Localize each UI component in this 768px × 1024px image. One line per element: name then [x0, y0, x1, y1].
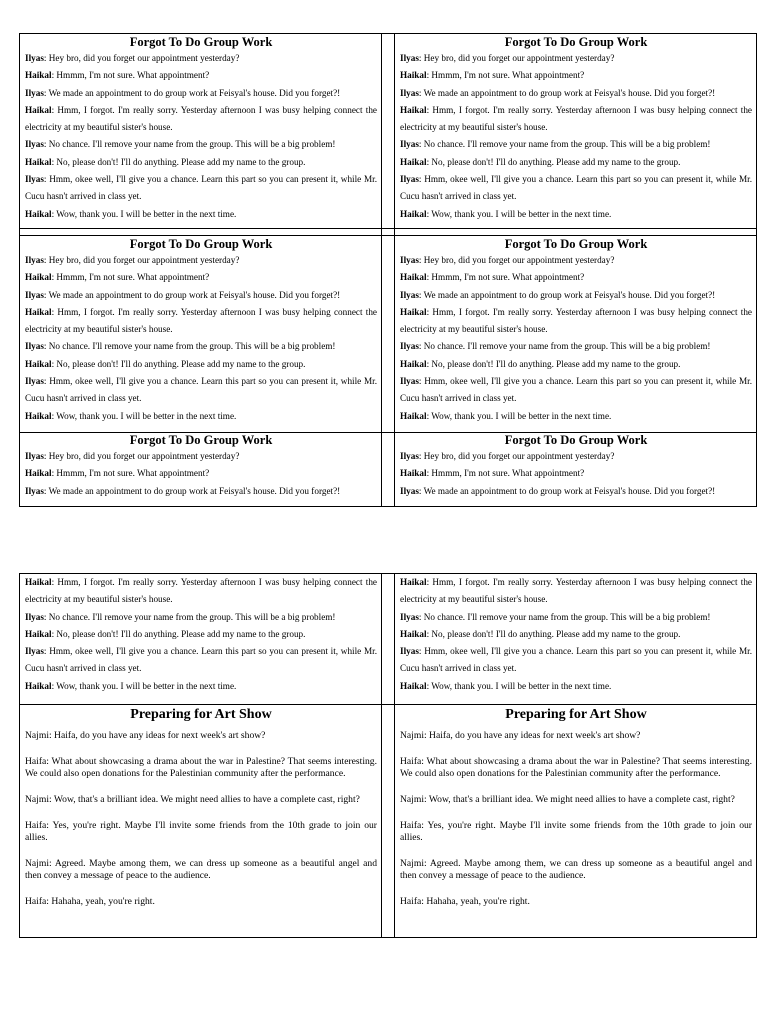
dialogue-text: : Hmm, I forgot. I'm really sorry. Yesterday afternoon I was busy helping connect the electricity at my beautiful sister's house.: [400, 577, 752, 605]
speaker-name: Ilyas: [25, 255, 44, 265]
card-row: [20, 705, 756, 937]
speaker-name: Ilyas: [400, 174, 419, 185]
card-title: Forgot To Do Group Work: [129, 433, 273, 447]
speaker-name: Haikal: [25, 156, 52, 167]
dialogue-line: [25, 154, 377, 171]
dialogue-line: [25, 67, 377, 84]
dialogue-text: : Wow, thank you. I will be better in the next time.: [51, 208, 237, 219]
dialogue-text: : Hmm, okee well, I'll give you a chance. Learn this part so you can present it, while Mr. Cucu hasn't arrived in class yet.: [400, 376, 752, 404]
dialogue-line: [400, 50, 752, 67]
speaker-name: Ilyas: [25, 485, 44, 496]
cut-gutter: [382, 433, 395, 506]
dialogue-line: [25, 50, 377, 67]
dialogue-text: : Hey bro, did you forget our appointment yesterday?: [43, 53, 240, 63]
dialogue-text: : No, please don't! I'll do anything. Please add my name to the group.: [51, 156, 306, 167]
dialogue-line: [400, 373, 752, 408]
speaker-name: Ilyas: [400, 485, 419, 496]
dialogue-line: [400, 609, 752, 626]
dialogue-line: [400, 304, 752, 339]
dialogue-line: [400, 448, 752, 465]
speaker-name: Haikal: [400, 306, 427, 317]
speaker-name: Ilyas: [25, 289, 44, 300]
dialogue-text: : No, please don't! I'll do anything. Please add my name to the group.: [426, 156, 681, 167]
speaker-name: Ilyas: [25, 139, 44, 150]
speaker-name: Haikal: [25, 680, 52, 691]
speaker-name: Ilyas: [25, 87, 44, 98]
dialogue-line: [25, 678, 377, 695]
dialogue-line: [400, 136, 752, 153]
speaker-name: Ilyas: [25, 174, 44, 185]
dialogue-text: : No chance. I'll remove your name from the group. This will be a big problem!: [43, 341, 336, 352]
speaker-name: Ilyas: [400, 451, 419, 461]
dialogue-line: [25, 448, 377, 465]
dialogue-text: : Hmm, okee well, I'll give you a chance. Learn this part so you can present it, while Mr. Cucu hasn't arrived in class yet.: [25, 174, 377, 202]
bottom-sheet: [19, 573, 757, 938]
dialogue-card-continued: [395, 574, 756, 704]
dialogue-paragraph: Najmi: Haifa, do you have any ideas for next week's art show?: [25, 730, 266, 741]
cut-gutter: [382, 574, 395, 704]
dialogue-card: [395, 34, 756, 228]
top-sheet: [19, 33, 757, 507]
dialogue-line: [25, 287, 377, 304]
dialogue-text: : Hmmm, I'm not sure. What appointment?: [51, 468, 210, 479]
dialogue-line: [25, 338, 377, 355]
dialogue-line: [400, 252, 752, 269]
speaker-name: Ilyas: [400, 139, 419, 150]
dialogue-text: : Hmmm, I'm not sure. What appointment?: [426, 468, 585, 479]
dialogue-text: : No chance. I'll remove your name from the group. This will be a big problem!: [418, 611, 711, 622]
speaker-name: Haikal: [400, 272, 427, 283]
dialogue-paragraph: Haifa: Hahaha, yeah, you're right.: [400, 896, 530, 907]
speaker-name: Haikal: [25, 577, 52, 587]
dialogue-text: : We made an appointment to do group work at Feisyal's house. Did you forget?!: [43, 485, 341, 496]
dialogue-paragraph: Haifa: What about showcasing a drama about the war in Palestine? That seems interesting. We could also open donations for the Palestinian community after the performance.: [400, 756, 752, 779]
speaker-name: Haikal: [400, 628, 427, 639]
dialogue-paragraph: Najmi: Wow, that's a brilliant idea. We might need allies to have a complete cast, right?: [400, 794, 735, 805]
speaker-name: Haikal: [400, 70, 427, 81]
dialogue-line: [25, 609, 377, 626]
dialogue-text: : Hey bro, did you forget our appointment yesterday?: [43, 451, 240, 461]
speaker-name: Ilyas: [25, 341, 44, 352]
speaker-name: Haikal: [400, 208, 427, 219]
dialogue-line: [400, 85, 752, 102]
dialogue-line: [400, 626, 752, 643]
dialogue-line: [25, 102, 377, 137]
dialogue-paragraph: Najmi: Agreed. Maybe among them, we can dress up someone as a beautiful angel and then convey a message of peace to the audience.: [400, 858, 752, 881]
speaker-name: Haikal: [25, 306, 52, 317]
card-title: Forgot To Do Group Work: [504, 35, 648, 49]
speaker-name: Haikal: [400, 680, 427, 691]
speaker-name: Ilyas: [400, 87, 419, 98]
dialogue-line: [25, 171, 377, 206]
dialogue-text: : We made an appointment to do group work at Feisyal's house. Did you forget?!: [43, 87, 341, 98]
card-row: [20, 34, 756, 229]
speaker-name: Ilyas: [25, 376, 44, 387]
dialogue-text: : Hmmm, I'm not sure. What appointment?: [51, 272, 210, 283]
dialogue-line: [400, 643, 752, 678]
dialogue-card: [20, 705, 382, 937]
dialogue-text: : Hey bro, did you forget our appointment yesterday?: [43, 255, 240, 265]
dialogue-text: : Hey bro, did you forget our appointment yesterday?: [418, 53, 615, 63]
card-row-continued: [20, 574, 756, 705]
dialogue-text: : Hmm, okee well, I'll give you a chance. Learn this part so you can present it, while Mr. Cucu hasn't arrived in class yet.: [400, 174, 752, 202]
dialogue-paragraph: Haifa: Yes, you're right. Maybe I'll invite some friends from the 10th grade to join our allies.: [400, 820, 752, 843]
dialogue-line: [25, 252, 377, 269]
dialogue-line: [25, 269, 377, 286]
speaker-name: Haikal: [25, 70, 52, 81]
dialogue-line: [400, 678, 752, 695]
dialogue-line: [400, 356, 752, 373]
dialogue-text: : Hmm, I forgot. I'm really sorry. Yesterday afternoon I was busy helping connect the electricity at my beautiful sister's house.: [400, 306, 752, 335]
dialogue-text: : Hmm, okee well, I'll give you a chance. Learn this part so you can present it, while Mr. Cucu hasn't arrived in class yet.: [25, 646, 377, 674]
dialogue-text: : Hmmm, I'm not sure. What appointment?: [426, 70, 585, 81]
dialogue-line: [400, 67, 752, 84]
speaker-name: Ilyas: [400, 611, 419, 622]
cut-gutter: [382, 34, 395, 228]
dialogue-line: [400, 171, 752, 206]
dialogue-paragraph: Najmi: Haifa, do you have any ideas for next week's art show?: [400, 730, 641, 741]
speaker-name: Haikal: [400, 156, 427, 167]
dialogue-line: [25, 574, 377, 609]
dialogue-paragraph: Haifa: Yes, you're right. Maybe I'll invite some friends from the 10th grade to join our allies.: [25, 820, 377, 843]
card-title: Forgot To Do Group Work: [504, 237, 648, 251]
row-separator: [20, 229, 756, 236]
dialogue-text: : No, please don't! I'll do anything. Please add my name to the group.: [426, 358, 681, 369]
dialogue-text: : No chance. I'll remove your name from the group. This will be a big problem!: [418, 139, 711, 150]
dialogue-line: [25, 356, 377, 373]
speaker-name: Haikal: [400, 104, 427, 115]
dialogue-card: [20, 236, 382, 432]
dialogue-line: [25, 465, 377, 482]
speaker-name: Ilyas: [25, 646, 44, 657]
dialogue-text: : Wow, thank you. I will be better in the next time.: [51, 680, 237, 691]
dialogue-text: : Hmmm, I'm not sure. What appointment?: [51, 70, 210, 81]
speaker-name: Haikal: [25, 410, 52, 421]
speaker-name: Haikal: [25, 468, 52, 479]
dialogue-text: : No, please don't! I'll do anything. Please add my name to the group.: [51, 358, 306, 369]
dialogue-text: : We made an appointment to do group work at Feisyal's house. Did you forget?!: [418, 87, 716, 98]
dialogue-paragraph: Haifa: What about showcasing a drama about the war in Palestine? That seems interesting. We could also open donations for the Palestinian community after the performance.: [25, 756, 377, 779]
dialogue-text: : We made an appointment to do group work at Feisyal's house. Did you forget?!: [418, 289, 716, 300]
dialogue-card: [395, 705, 756, 937]
dialogue-card: [20, 34, 382, 228]
dialogue-text: : Hmm, okee well, I'll give you a chance. Learn this part so you can present it, while Mr. Cucu hasn't arrived in class yet.: [400, 646, 752, 674]
speaker-name: Ilyas: [400, 646, 419, 657]
speaker-name: Haikal: [400, 410, 427, 421]
dialogue-line: [25, 626, 377, 643]
dialogue-card: [20, 433, 382, 506]
dialogue-line: [25, 136, 377, 153]
dialogue-line: [400, 102, 752, 137]
speaker-name: Haikal: [400, 577, 427, 587]
dialogue-paragraph: Haifa: Hahaha, yeah, you're right.: [25, 896, 155, 907]
speaker-name: Haikal: [25, 208, 52, 219]
dialogue-text: : Hmm, I forgot. I'm really sorry. Yesterday afternoon I was busy helping connect the electricity at my beautiful sister's house.: [400, 104, 752, 133]
dialogue-text: : Hey bro, did you forget our appointment yesterday?: [418, 451, 615, 461]
dialogue-line: [400, 408, 752, 425]
dialogue-line: [400, 154, 752, 171]
dialogue-card-continued: [20, 574, 382, 704]
dialogue-text: : Hmm, I forgot. I'm really sorry. Yesterday afternoon I was busy helping connect the electricity at my beautiful sister's house.: [25, 306, 377, 335]
card-title: Forgot To Do Group Work: [129, 35, 273, 49]
dialogue-line: [400, 465, 752, 482]
dialogue-paragraph: Najmi: Wow, that's a brilliant idea. We might need allies to have a complete cast, right?: [25, 794, 360, 805]
dialogue-text: : No chance. I'll remove your name from the group. This will be a big problem!: [43, 139, 336, 150]
speaker-name: Ilyas: [400, 255, 419, 265]
dialogue-text: : Wow, thank you. I will be better in the next time.: [51, 410, 237, 421]
card-row: [20, 236, 756, 433]
dialogue-line: [25, 304, 377, 339]
dialogue-card: [395, 433, 756, 506]
dialogue-text: : We made an appointment to do group work at Feisyal's house. Did you forget?!: [418, 485, 716, 496]
speaker-name: Haikal: [25, 272, 52, 283]
speaker-name: Ilyas: [400, 289, 419, 300]
dialogue-line: [25, 408, 377, 425]
dialogue-line: [400, 206, 752, 223]
speaker-name: Haikal: [25, 358, 52, 369]
card-title: Forgot To Do Group Work: [504, 433, 648, 447]
dialogue-paragraph: Najmi: Agreed. Maybe among them, we can dress up someone as a beautiful angel and then convey a message of peace to the audience.: [25, 858, 377, 881]
dialogue-text: : Hey bro, did you forget our appointment yesterday?: [418, 255, 615, 265]
card-row: [20, 433, 756, 506]
cut-gutter: [382, 705, 395, 937]
dialogue-line: [25, 483, 377, 500]
speaker-name: Haikal: [400, 358, 427, 369]
dialogue-text: : Wow, thank you. I will be better in the next time.: [426, 680, 612, 691]
speaker-name: Ilyas: [400, 376, 419, 387]
dialogue-line: [25, 643, 377, 678]
dialogue-line: [25, 373, 377, 408]
card-title: Forgot To Do Group Work: [129, 237, 273, 251]
dialogue-text: : Wow, thank you. I will be better in the next time.: [426, 208, 612, 219]
dialogue-card: [395, 236, 756, 432]
dialogue-line: [25, 206, 377, 223]
dialogue-text: : Hmm, I forgot. I'm really sorry. Yesterday afternoon I was busy helping connect the electricity at my beautiful sister's house.: [25, 577, 377, 605]
cut-gutter: [382, 236, 395, 432]
dialogue-text: : We made an appointment to do group work at Feisyal's house. Did you forget?!: [43, 289, 341, 300]
card-title: Preparing for Art Show: [505, 707, 647, 722]
speaker-name: Haikal: [25, 104, 52, 115]
dialogue-text: : No, please don't! I'll do anything. Please add my name to the group.: [426, 628, 681, 639]
speaker-name: Ilyas: [400, 53, 419, 63]
dialogue-line: [25, 85, 377, 102]
dialogue-text: : Hmm, I forgot. I'm really sorry. Yesterday afternoon I was busy helping connect the electricity at my beautiful sister's house.: [25, 104, 377, 133]
dialogue-text: : Wow, thank you. I will be better in the next time.: [426, 410, 612, 421]
dialogue-line: [400, 483, 752, 500]
dialogue-text: : Hmmm, I'm not sure. What appointment?: [426, 272, 585, 283]
speaker-name: Ilyas: [25, 53, 44, 63]
card-title: Preparing for Art Show: [130, 707, 272, 722]
speaker-name: Ilyas: [25, 451, 44, 461]
dialogue-text: : No chance. I'll remove your name from the group. This will be a big problem!: [43, 611, 336, 622]
dialogue-line: [400, 338, 752, 355]
speaker-name: Haikal: [400, 468, 427, 479]
speaker-name: Ilyas: [25, 611, 44, 622]
speaker-name: Haikal: [25, 628, 52, 639]
dialogue-line: [400, 574, 752, 609]
dialogue-line: [400, 287, 752, 304]
speaker-name: Ilyas: [400, 341, 419, 352]
dialogue-line: [400, 269, 752, 286]
dialogue-text: : No, please don't! I'll do anything. Please add my name to the group.: [51, 628, 306, 639]
dialogue-text: : No chance. I'll remove your name from the group. This will be a big problem!: [418, 341, 711, 352]
dialogue-text: : Hmm, okee well, I'll give you a chance. Learn this part so you can present it, while Mr. Cucu hasn't arrived in class yet.: [25, 376, 377, 404]
